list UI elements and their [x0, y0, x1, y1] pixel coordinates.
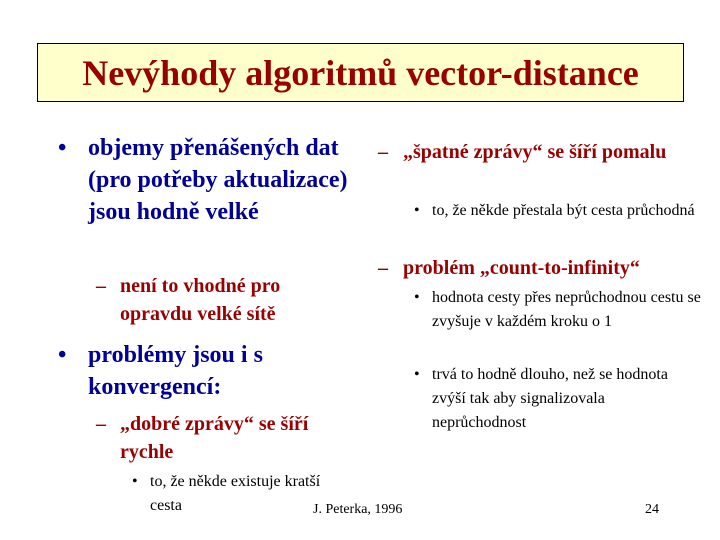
right-subsub-1: to, že někde přestala být cesta průchodná [432, 202, 695, 219]
right-sub-2: problém „count-to-infinity“ [403, 257, 640, 279]
slide-title: Nevýhody algoritmů vector-distance [37, 43, 684, 102]
left-bullet-2: problémy jsou i s konvergencí: [88, 342, 263, 400]
page-number: 24 [645, 502, 659, 517]
dash-marker: – [378, 141, 388, 163]
left-sub-1: není to vhodné pro opravdu velké sítě [120, 275, 281, 325]
left-bullet-1: objemy přenášených dat (pro potřeby aktualizace) jsou hodně velké [88, 135, 348, 225]
dash-marker: – [96, 275, 106, 297]
bullet-marker: • [58, 342, 67, 368]
footer-author: J. Peterka, 1996 [313, 502, 403, 517]
left-sub-2: „dobré zprávy“ se šíří rychle [120, 413, 309, 463]
dot-marker: • [414, 289, 420, 306]
bullet-marker: • [58, 135, 67, 161]
dot-marker: • [414, 366, 420, 383]
dot-marker: • [132, 473, 138, 490]
dash-marker: – [96, 413, 106, 435]
dot-marker: • [414, 202, 420, 219]
right-subsub-2b: trvá to hodně dlouho, než se hodnota zvýší tak aby signalizovala neprůchodnost [432, 366, 668, 431]
dash-marker: – [378, 257, 388, 279]
right-sub-1: „špatné zprávy“ se šíří pomalu [403, 141, 667, 163]
left-subsub-2: to, že někde existuje kratší cesta [150, 473, 321, 514]
right-subsub-2a: hodnota cesty přes neprůchodnou cestu se zvyšuje v každém kroku o 1 [432, 289, 701, 330]
